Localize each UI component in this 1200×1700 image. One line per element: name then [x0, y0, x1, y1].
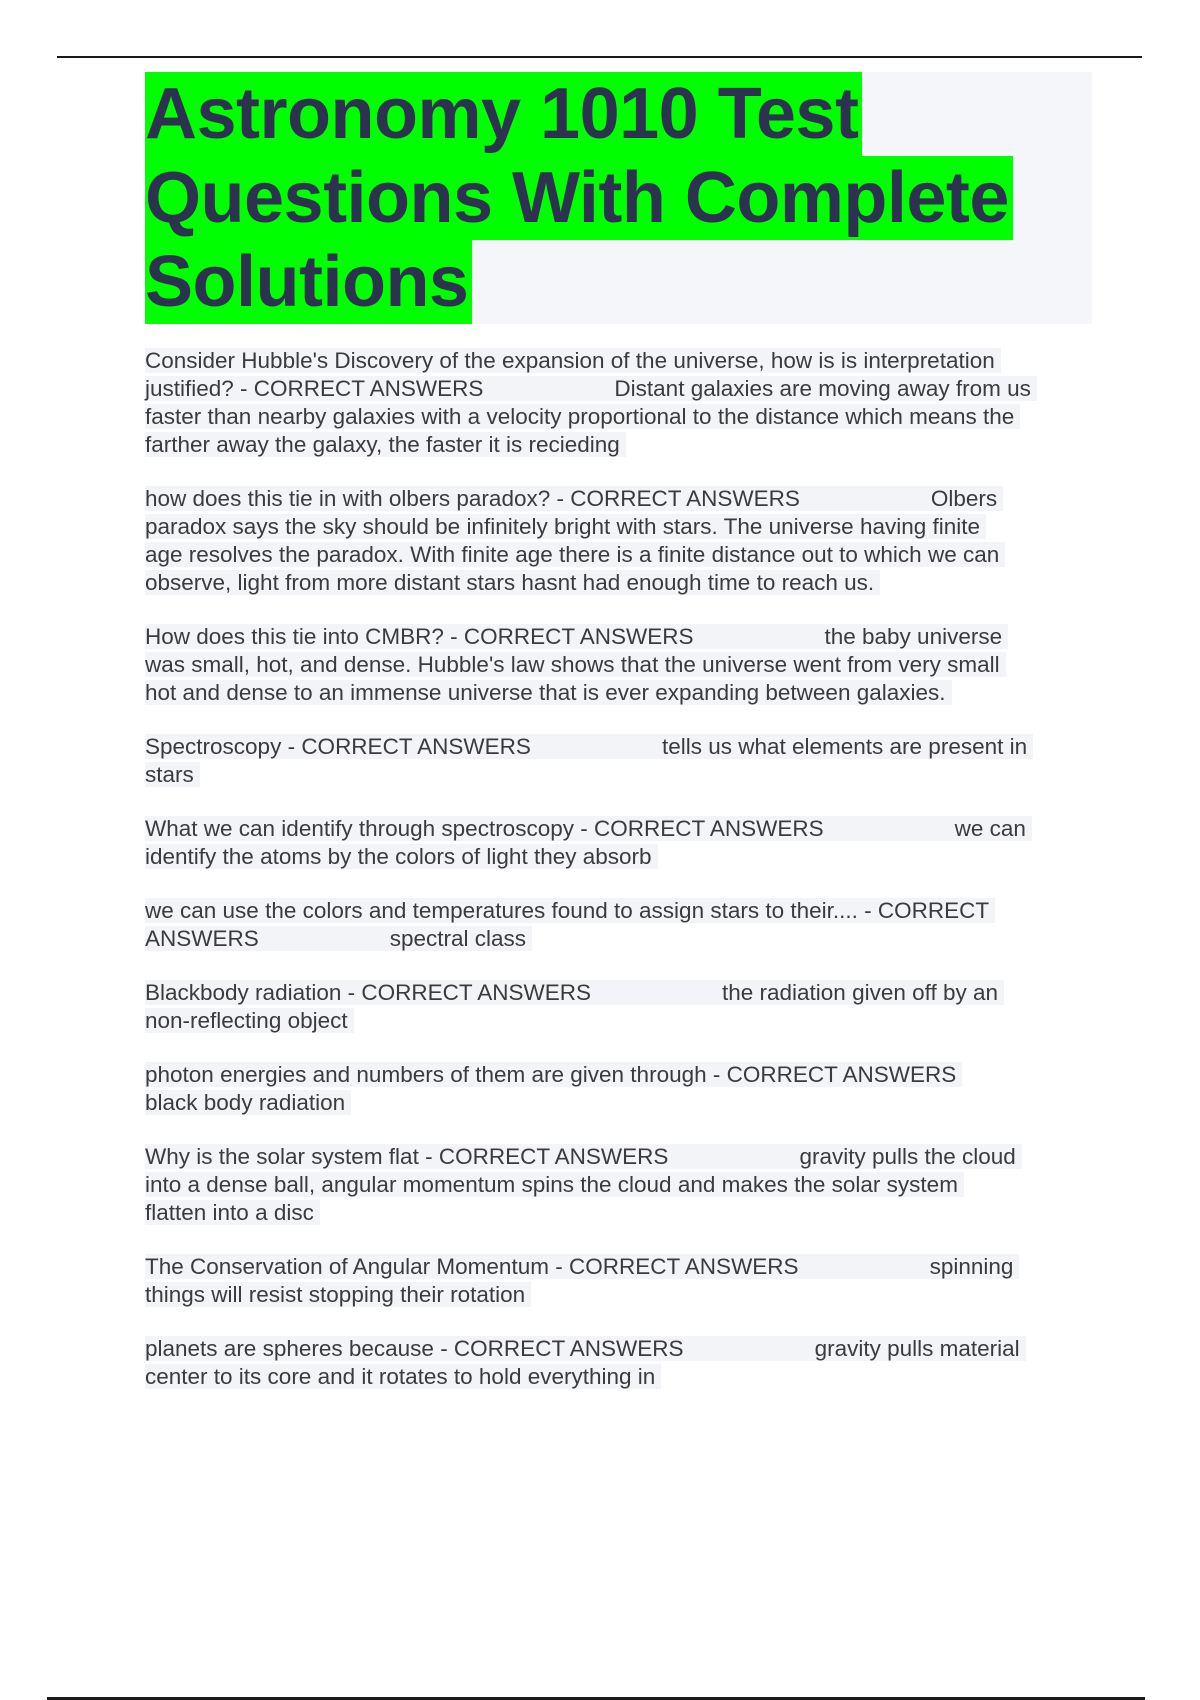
- qa-line-text: stars: [145, 762, 200, 787]
- title-line: [145, 72, 1092, 156]
- qa-item: [145, 485, 1095, 597]
- qa-item: [145, 979, 1095, 1035]
- qa-line-text: we can use the colors and temperatures found to assign stars to their.... - CORRECT: [145, 898, 995, 923]
- title-line: [145, 156, 1092, 240]
- qa-line: [145, 761, 1095, 789]
- qa-line: [145, 347, 1095, 375]
- qa-line: [145, 1007, 1095, 1035]
- qa-line-text: paradox says the sky should be infinitely bright with stars. The universe having finite: [145, 514, 986, 539]
- qa-line-text: What we can identify through spectroscopy - CORRECT ANSWERS we can: [145, 816, 1032, 841]
- qa-line: [145, 651, 1095, 679]
- qa-line-text: justified? - CORRECT ANSWERS Distant galaxies are moving away from us: [145, 376, 1037, 401]
- qa-line: [145, 1363, 1095, 1391]
- qa-line: [145, 623, 1095, 651]
- qa-line-text: identify the atoms by the colors of light they absorb: [145, 844, 658, 869]
- qa-item: [145, 897, 1095, 953]
- qa-line: [145, 1143, 1095, 1171]
- qa-line-text: Blackbody radiation - CORRECT ANSWERS the radiation given off by an: [145, 980, 1004, 1005]
- qa-item: [145, 347, 1095, 459]
- qa-line: [145, 569, 1095, 597]
- qa-line: [145, 375, 1095, 403]
- qa-line-text: farther away the galaxy, the faster it is recieding: [145, 432, 626, 457]
- qa-line-text: photon energies and numbers of them are given through - CORRECT ANSWERS: [145, 1062, 962, 1087]
- document-title: [145, 72, 1092, 324]
- title-line-text: Solutions: [145, 240, 472, 324]
- qa-line: [145, 815, 1095, 843]
- qa-list: [145, 347, 1095, 1417]
- qa-item: [145, 1253, 1095, 1309]
- qa-line: [145, 485, 1095, 513]
- qa-line-text: into a dense ball, angular momentum spins the cloud and makes the solar system: [145, 1172, 964, 1197]
- qa-line-text: ANSWERS spectral class: [145, 926, 532, 951]
- qa-line-text: non-reflecting object: [145, 1008, 354, 1033]
- top-rule: [57, 56, 1142, 58]
- qa-line-text: How does this tie into CMBR? - CORRECT ANSWERS the baby universe: [145, 624, 1008, 649]
- qa-line: [145, 925, 1095, 953]
- qa-line: [145, 1171, 1095, 1199]
- qa-item: [145, 623, 1095, 707]
- qa-item: [145, 815, 1095, 871]
- qa-line-text: The Conservation of Angular Momentum - CORRECT ANSWERS spinning: [145, 1254, 1019, 1279]
- qa-line: [145, 1089, 1095, 1117]
- qa-line-text: Consider Hubble's Discovery of the expansion of the universe, how is is interpretation: [145, 348, 1001, 373]
- qa-line-text: black body radiation: [145, 1090, 351, 1115]
- qa-line-text: center to its core and it rotates to hold everything in: [145, 1364, 661, 1389]
- qa-line-text: observe, light from more distant stars hasnt had enough time to reach us.: [145, 570, 880, 595]
- qa-item: [145, 1143, 1095, 1227]
- qa-line-text: Spectroscopy - CORRECT ANSWERS tells us what elements are present in: [145, 734, 1033, 759]
- qa-item: [145, 1335, 1095, 1391]
- title-line-text: Astronomy 1010 Test: [145, 72, 862, 156]
- qa-line-text: things will resist stopping their rotation: [145, 1282, 531, 1307]
- qa-line-text: flatten into a disc: [145, 1200, 320, 1225]
- qa-line: [145, 979, 1095, 1007]
- qa-line: [145, 1061, 1095, 1089]
- qa-line: [145, 513, 1095, 541]
- title-line: [145, 240, 1092, 324]
- qa-line: [145, 541, 1095, 569]
- qa-line-text: planets are spheres because - CORRECT ANSWERS gravity pulls material: [145, 1336, 1026, 1361]
- qa-line: [145, 403, 1095, 431]
- qa-line: [145, 431, 1095, 459]
- title-block: [145, 72, 1092, 324]
- qa-line: [145, 897, 1095, 925]
- qa-line: [145, 1199, 1095, 1227]
- qa-item: [145, 1061, 1095, 1117]
- qa-line-text: age resolves the paradox. With finite age there is a finite distance out to which we can: [145, 542, 1005, 567]
- qa-line-text: how does this tie in with olbers paradox? - CORRECT ANSWERS Olbers: [145, 486, 1003, 511]
- qa-line-text: faster than nearby galaxies with a velocity proportional to the distance which means the: [145, 404, 1020, 429]
- title-line-text: Questions With Complete: [145, 156, 1013, 240]
- qa-line: [145, 1253, 1095, 1281]
- qa-line: [145, 1335, 1095, 1363]
- qa-line-text: hot and dense to an immense universe that is ever expanding between galaxies.: [145, 680, 952, 705]
- qa-line-text: was small, hot, and dense. Hubble's law shows that the universe went from very small: [145, 652, 1006, 677]
- qa-line: [145, 843, 1095, 871]
- qa-line-text: Why is the solar system flat - CORRECT ANSWERS gravity pulls the cloud: [145, 1144, 1022, 1169]
- qa-line: [145, 733, 1095, 761]
- qa-item: [145, 733, 1095, 789]
- qa-line: [145, 1281, 1095, 1309]
- qa-line: [145, 679, 1095, 707]
